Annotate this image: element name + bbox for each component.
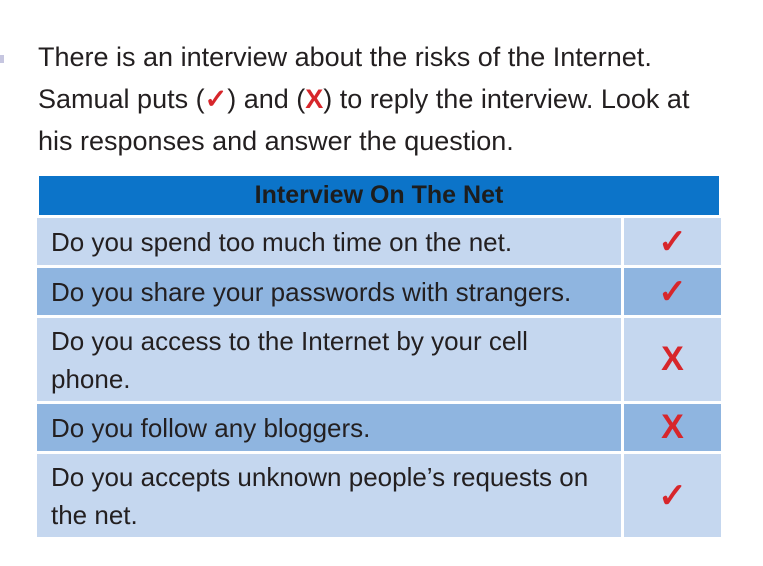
check-mark-icon: ✓ — [204, 84, 228, 114]
cross-mark-icon: X — [305, 84, 324, 114]
table-row — [37, 318, 721, 404]
question-cell: Do you follow any bloggers. — [37, 404, 624, 451]
table-row — [37, 268, 721, 318]
table-row — [37, 404, 721, 454]
question-cell: Do you access to the Internet by your cell phone. — [37, 318, 624, 401]
question-cell: Do you accepts unknown people’s requests on the net. — [37, 454, 624, 537]
instruction-line-3: his responses and answer the question. — [38, 126, 514, 156]
instruction-paragraph — [38, 36, 752, 162]
question-cell: Do you spend too much time on the net. — [37, 218, 624, 265]
check-mark-icon: ✓ — [658, 222, 687, 261]
interview-table — [37, 174, 721, 540]
instruction-line-2-part1: Samual puts ( — [38, 84, 205, 114]
check-mark-icon: ✓ — [658, 476, 687, 515]
cross-mark-icon: X — [661, 340, 684, 378]
instruction-line-2-part2: ) and ( — [227, 84, 306, 114]
table-title: Interview On The Net — [37, 174, 721, 218]
instruction-line-1 — [38, 36, 752, 78]
table-row — [37, 454, 721, 540]
table-row — [37, 218, 721, 268]
check-mark-icon: ✓ — [658, 272, 687, 311]
question-cell: Do you share your passwords with strangers. — [37, 268, 624, 315]
instruction-line-2 — [38, 78, 752, 120]
instruction-line-1-text: There is an interview about the risks of the Internet. — [38, 42, 652, 72]
instruction-line-2-part3: ) to reply the interview. Look at — [323, 84, 690, 114]
page-edge-mark — [0, 55, 4, 63]
cross-mark-icon: X — [661, 408, 684, 446]
